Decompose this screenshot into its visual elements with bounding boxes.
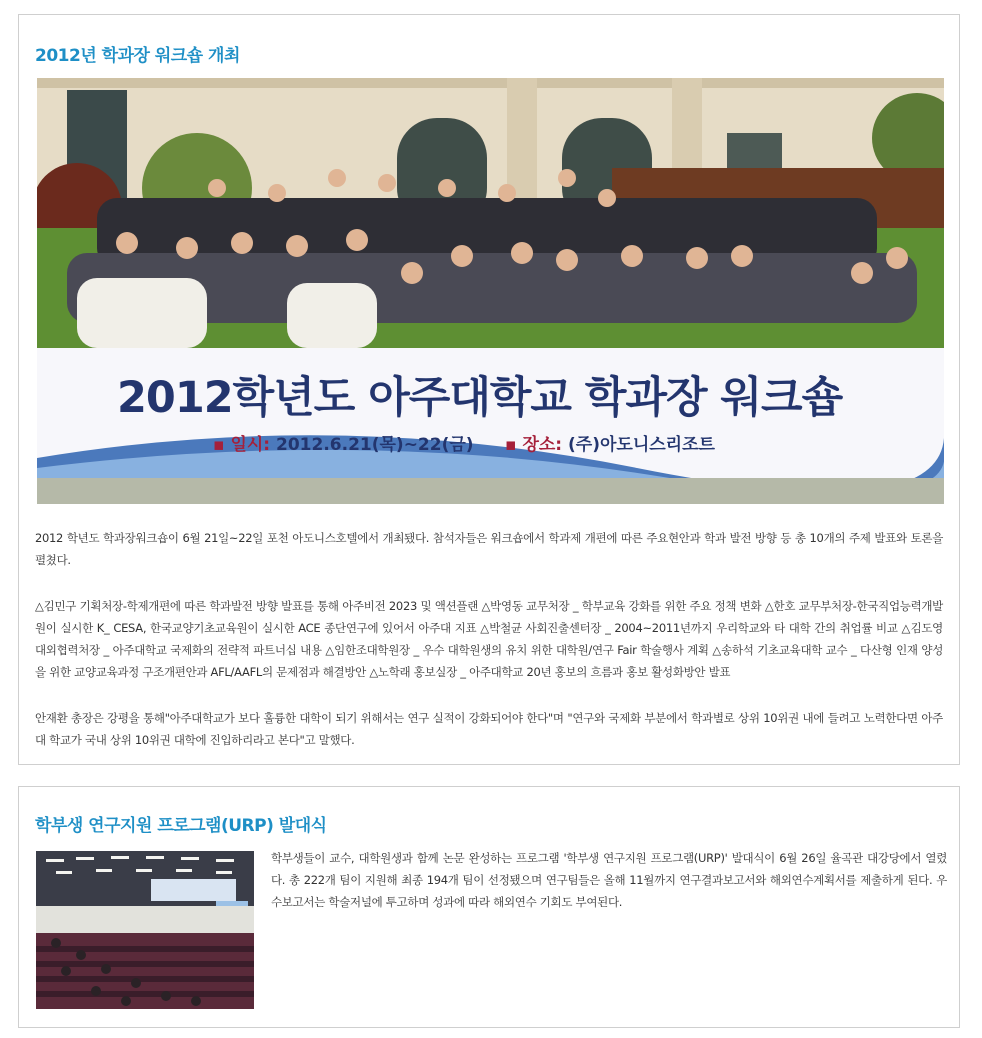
article-card-urp <box>18 786 960 1028</box>
article-paragraph: 안재환 총장은 강평을 통해"아주대학교가 보다 훌륭한 대학이 되기 위해서는 연구 실적이 강화되어야 한다"며 "연구와 국제화 부분에서 학과별로 상위 10위권 내에 들려고 노력한다면 아주대 학교가 국내 상위 10위권 대학에 진입하리라고 본다"고 말했다. <box>35 711 943 747</box>
banner-place-value: (주)아도니스리조트 <box>568 435 715 455</box>
article-title[interactable]: 2012년 학과장 워크숍 개최 <box>35 46 240 66</box>
banner-date <box>213 430 474 455</box>
group-photo-illustration <box>37 78 944 504</box>
article-card-workshop <box>18 14 960 765</box>
article-paragraph: 2012 학년도 학과장워크숍이 6월 21일~22일 포천 아도니스호텔에서 개최됐다. 참석자들은 워크숍에서 학과제 개편에 따른 주요현안과 학과 발전 방향 등 총 10개의 주제 발표와 토론을 펼쳤다. <box>35 531 943 567</box>
urp-ceremony-photo[interactable] <box>36 851 254 1009</box>
banner-date-key: ▪ 일시: <box>213 435 271 455</box>
banner-place <box>505 430 715 455</box>
banner-date-value: 2012.6.21(목)~22(금) <box>276 435 474 455</box>
article-paragraph: 학부생들이 교수, 대학원생과 함께 논문 완성하는 프로그램 '학부생 연구지원 프로그램(URP)' 발대식이 6월 26일 율곡관 대강당에서 열렸다. 총 222개 팀이 지원해 최종 194개 팀이 선정됐으며 연구팀들은 올해 11월까지 연구결과보고서와 해외연수계획서를 제출하게 된다. 우수보고서는 학술저널에 투고하며 성과에 따라 해외연수 기회도 부여된다. <box>271 851 947 909</box>
article-paragraph: △김민구 기획처장-학제개편에 따른 학과발전 방향 발표를 통해 아주비전 2023 및 액션플랜 △박영동 교무처장 _ 학부교육 강화를 위한 주요 정책 변화 △한호 교무부처장-한국직업능력개발원이 실시한 K_ CESA, 한국교양기초교육원이 실시한 ACE 종단연구에 있어서 아주대 지표 △박철균 사회진출센터장 _ 2004~2011년까지 우리학교와 타 대학 간의 취업률 비교 △김도영 대외협력처장 _ 아주대학교 국제화의 전략적 파트너십 내용 △임한조대학원장 _ 우수 대학원생의 유치 위한 대학원/연구 Fair 학술행사 계획 △송하석 기초교육대학 교수 _ 다산형 인재 양성을 위한 교양교육과정 구조개편안과 AFL/AAFL의 문제점과 해결방안 △노학래 홍보실장 _ 아주대학교 20년 홍보의 흐름과 홍보 활성화방안 발표 <box>35 599 943 679</box>
workshop-group-photo[interactable] <box>37 78 944 504</box>
banner-place-key: ▪ 장소: <box>505 435 563 455</box>
article-title[interactable]: 학부생 연구지원 프로그램(URP) 발대식 <box>35 816 327 836</box>
auditorium-illustration <box>36 851 254 1009</box>
banner-title: 2012학년도 아주대학교 학과장 워크숍 <box>117 373 843 423</box>
